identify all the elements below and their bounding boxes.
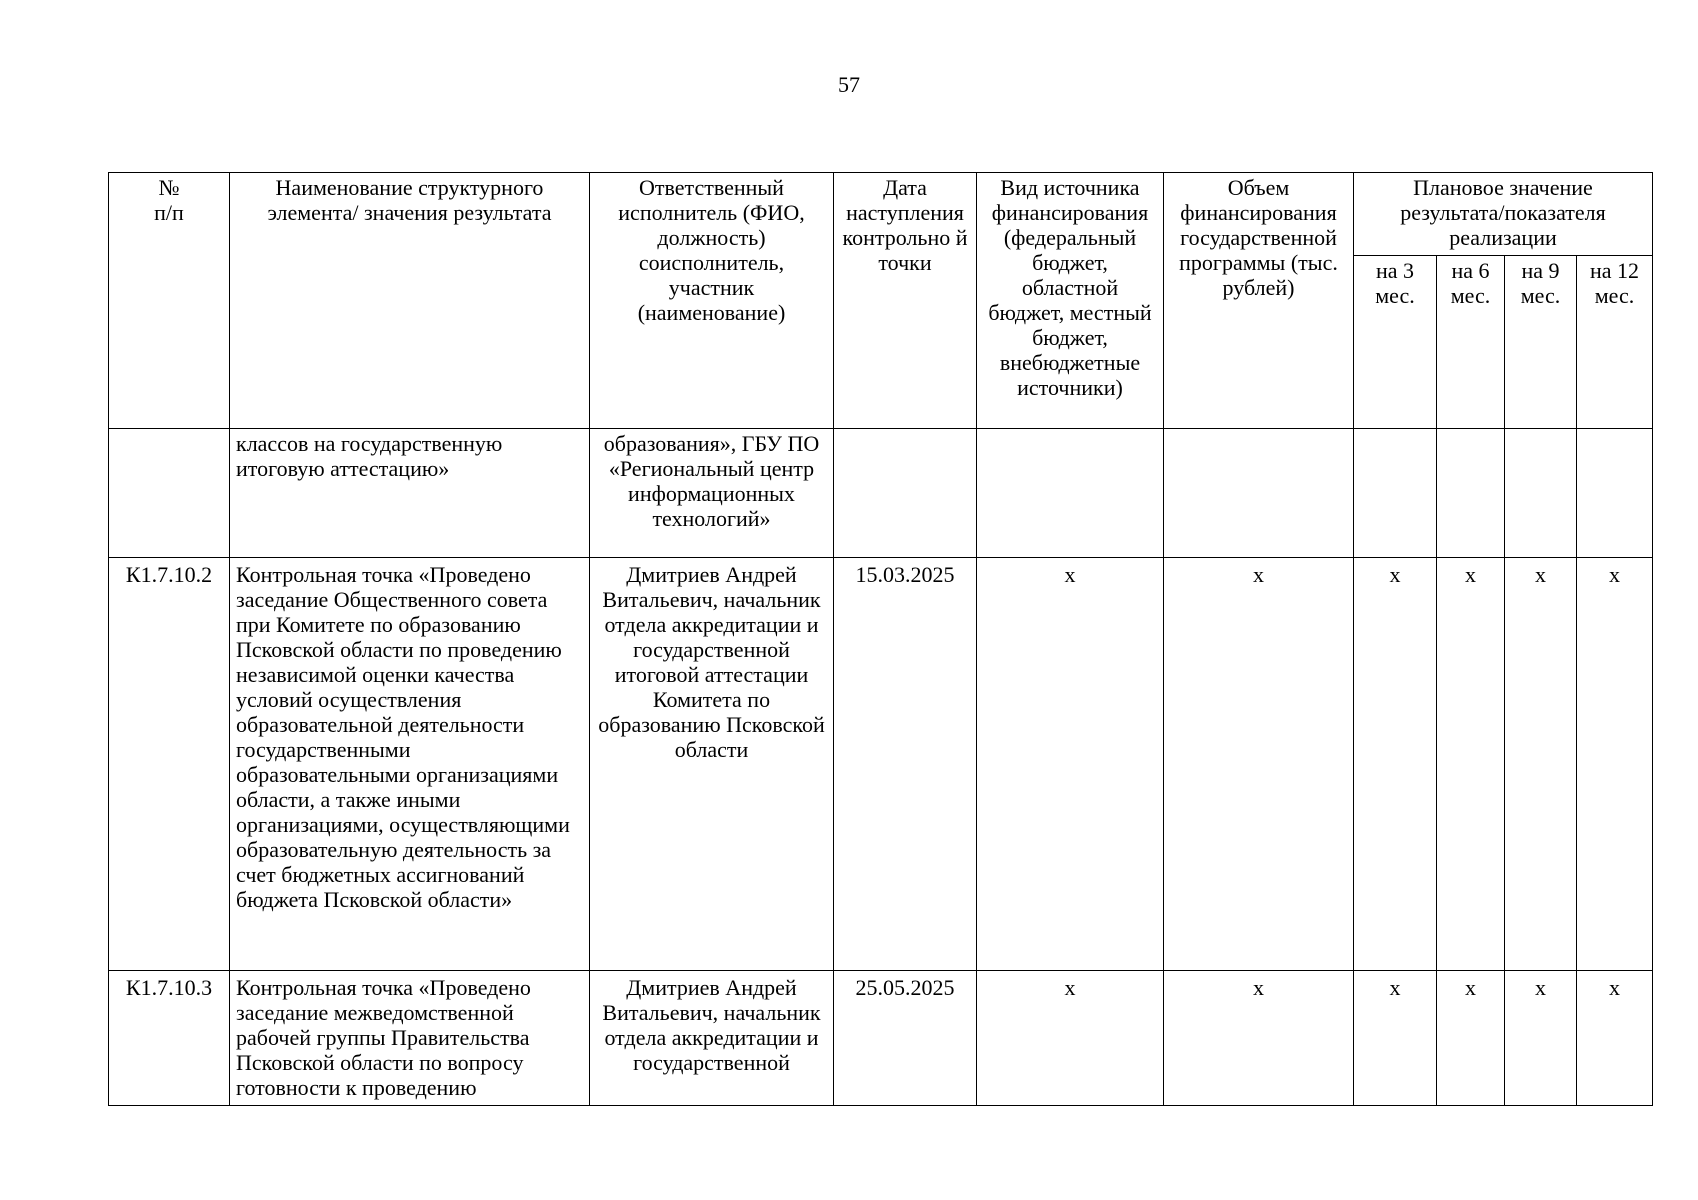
header-m12: на 12 мес. <box>1577 256 1653 429</box>
cell-date: 25.05.2025 <box>834 971 977 1106</box>
cell-m9: х <box>1505 971 1577 1106</box>
header-planned: Плановое значение результата/показателя реализации <box>1354 173 1653 256</box>
cell-volume <box>1164 429 1354 558</box>
cell-source: х <box>977 558 1164 971</box>
header-volume: Объем финансирования государственной программы (тыс. рублей) <box>1164 173 1354 429</box>
header-m9: на 9 мес. <box>1505 256 1577 429</box>
page-number: 57 <box>838 72 860 97</box>
cell-date: 15.03.2025 <box>834 558 977 971</box>
cell-m12 <box>1577 429 1653 558</box>
cell-m3: х <box>1354 971 1437 1106</box>
header-source: Вид источника финансирования (федеральный бюджет, областной бюджет, местный бюджет, внебюджетные источники) <box>977 173 1164 429</box>
cell-responsible: Дмитриев Андрей Витальевич, начальник отдела аккредитации и государственной <box>590 971 834 1106</box>
cell-num: К1.7.10.2 <box>109 558 230 971</box>
cell-m12: х <box>1577 558 1653 971</box>
cell-m3: х <box>1354 558 1437 971</box>
cell-volume: х <box>1164 971 1354 1106</box>
cell-m12: х <box>1577 971 1653 1106</box>
cell-num <box>109 429 230 558</box>
cell-name: Контрольная точка «Проведено заседание Общественного совета при Комитете по образованию Псковской области по проведению независимой оценки качества условий осуществления образовательной деятельности государственными образовательными организациями области, а также иными организациями, осуществляющими образовательную деятельность за счет бюджетных ассигнований бюджета Псковской области» <box>230 558 590 971</box>
cell-m3 <box>1354 429 1437 558</box>
cell-volume: х <box>1164 558 1354 971</box>
plan-table <box>108 172 1653 1106</box>
cell-date <box>834 429 977 558</box>
cell-m6: х <box>1437 971 1505 1106</box>
header-m3: на 3 мес. <box>1354 256 1437 429</box>
table-row <box>109 558 1653 971</box>
header-row <box>109 173 1653 256</box>
cell-responsible: Дмитриев Андрей Витальевич, начальник отдела аккредитации и государственной итоговой аттестации Комитета по образованию Псковской области <box>590 558 834 971</box>
header-date: Дата наступления контрольно й точки <box>834 173 977 429</box>
cell-m9: х <box>1505 558 1577 971</box>
cell-responsible: образования», ГБУ ПО «Региональный центр информационных технологий» <box>590 429 834 558</box>
header-num: № п/п <box>109 173 230 429</box>
table-row <box>109 971 1653 1106</box>
table-row <box>109 429 1653 558</box>
cell-m6 <box>1437 429 1505 558</box>
cell-m6: х <box>1437 558 1505 971</box>
cell-source: х <box>977 971 1164 1106</box>
cell-source <box>977 429 1164 558</box>
cell-name: классов на государственную итоговую аттестацию» <box>230 429 590 558</box>
cell-m9 <box>1505 429 1577 558</box>
header-m6: на 6 мес. <box>1437 256 1505 429</box>
header-responsible: Ответственный исполнитель (ФИО, должность) соисполнитель, участник (наименование) <box>590 173 834 429</box>
cell-num: К1.7.10.3 <box>109 971 230 1106</box>
header-name: Наименование структурного элемента/ значения результата <box>230 173 590 429</box>
cell-name: Контрольная точка «Проведено заседание межведомственной рабочей группы Правительства Псковской области по вопросу готовности к проведению <box>230 971 590 1106</box>
